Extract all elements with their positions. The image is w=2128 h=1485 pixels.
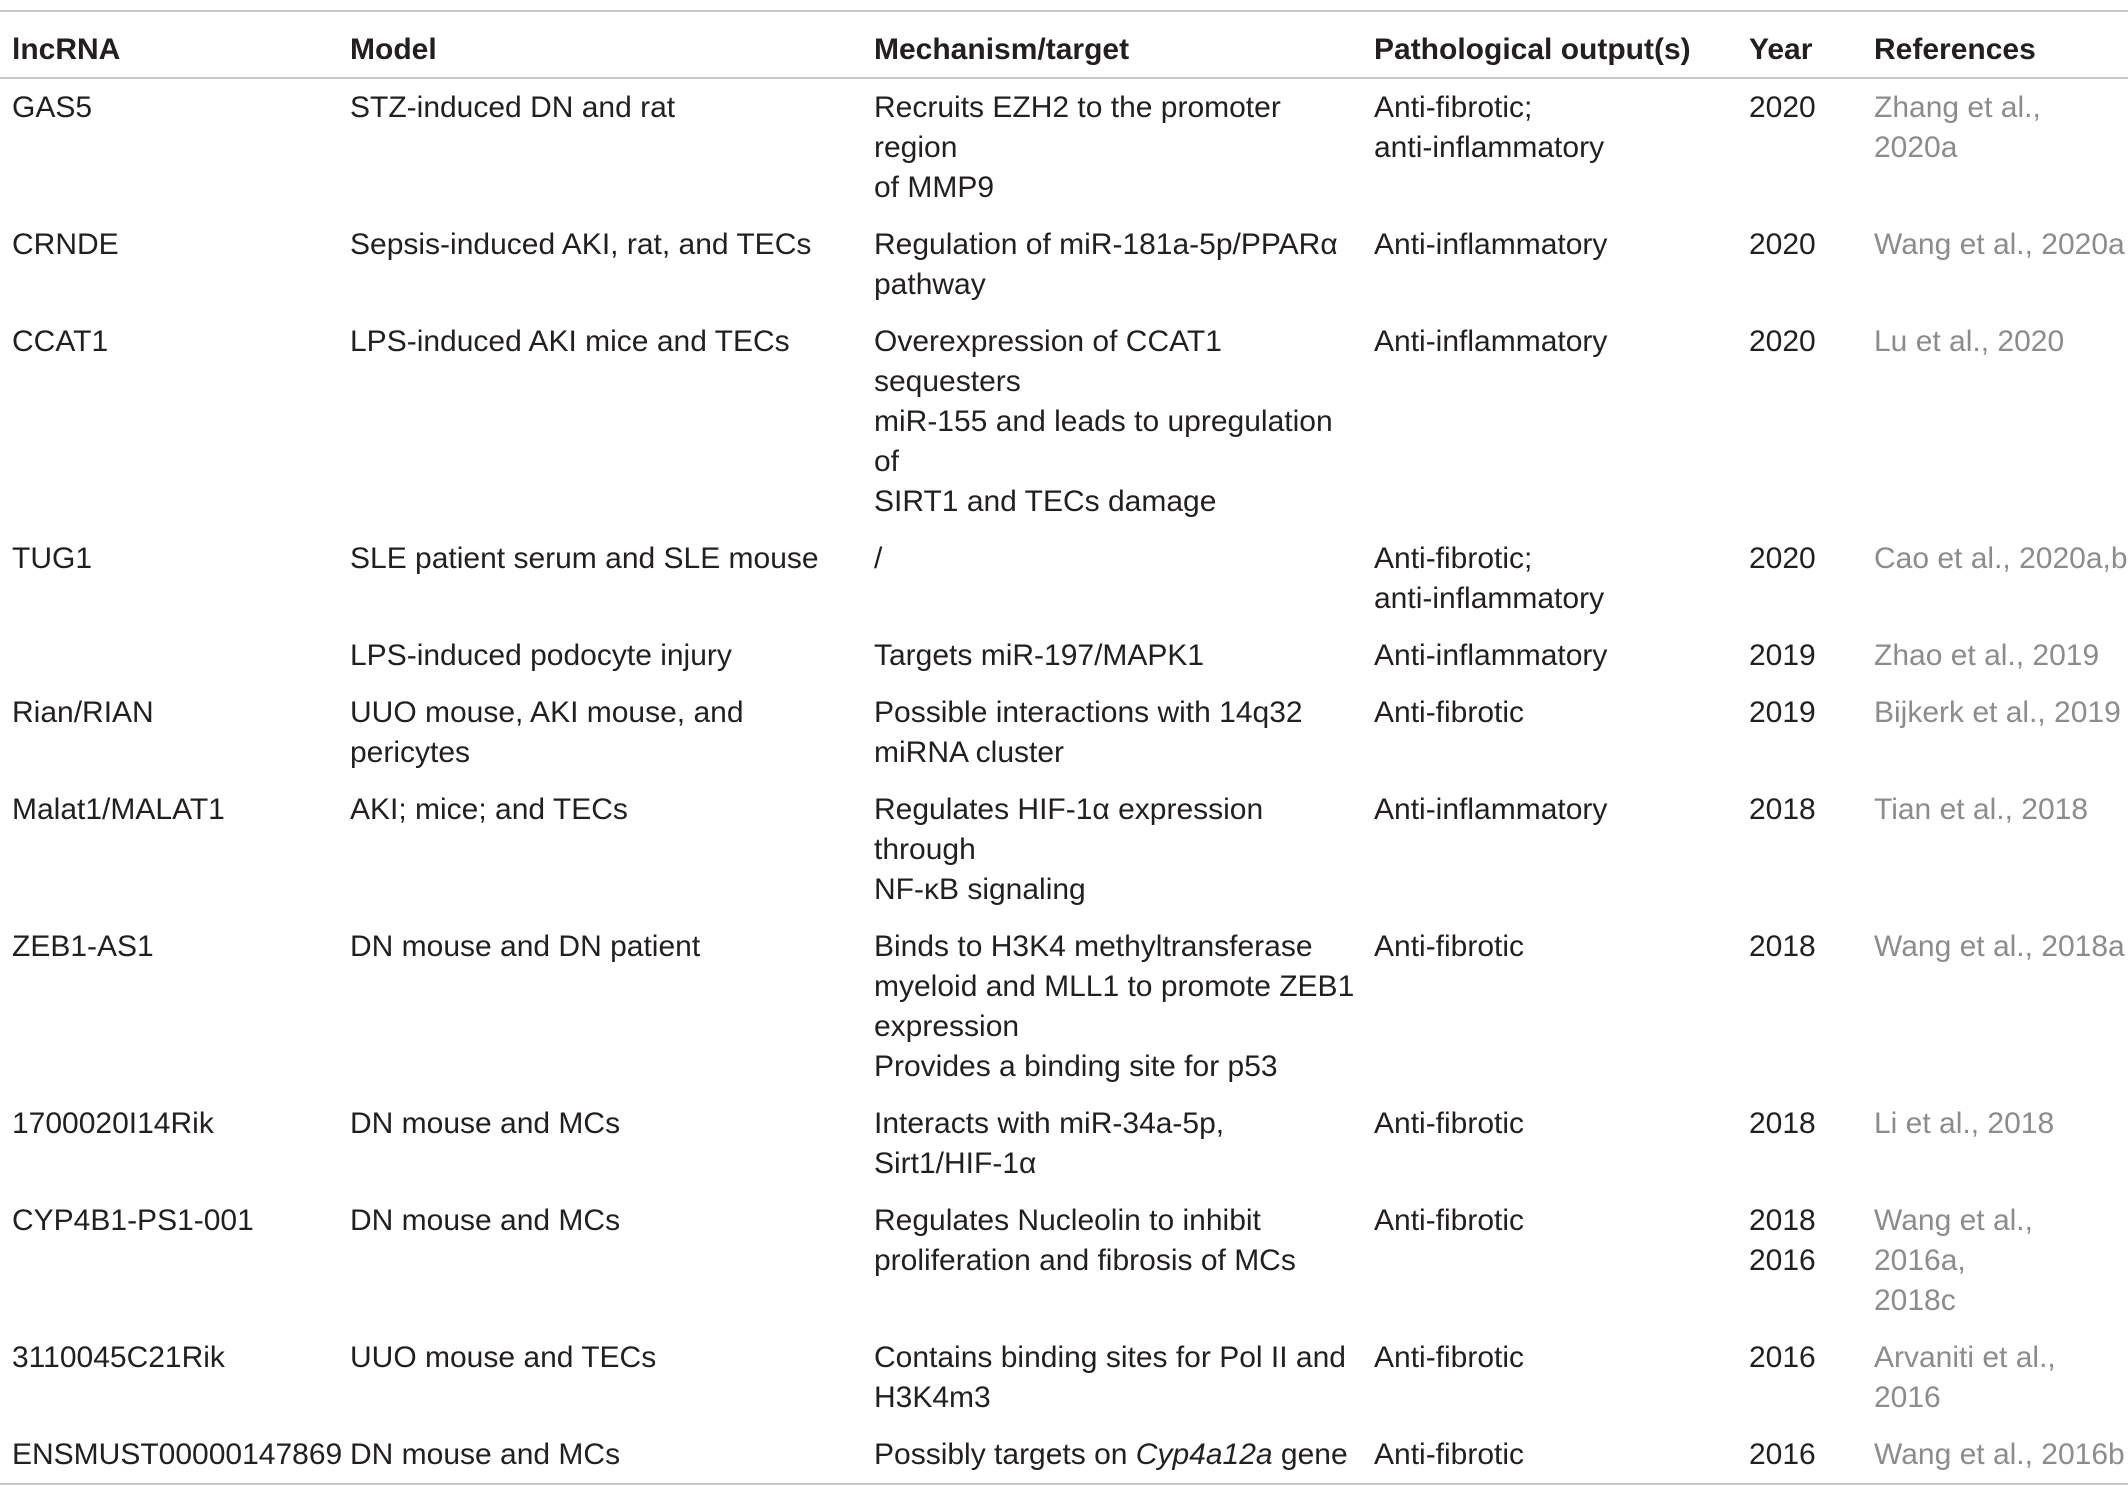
cell-mechanism xyxy=(862,684,1362,781)
table-row xyxy=(0,918,2128,1095)
cell-reference-line: Zhang et al., 2020a xyxy=(1874,91,2041,164)
cell-reference xyxy=(1862,530,2128,627)
cell-year-line: 2016 xyxy=(1749,1244,1816,1277)
cell-year xyxy=(1737,781,1862,918)
cell-year xyxy=(1737,1192,1862,1329)
cell-mechanism-line: Targets miR-197/MAPK1 xyxy=(874,639,1205,672)
cell-mechanism-line: Contains binding sites for Pol II and xyxy=(874,1341,1346,1374)
header-lncrna: lncRNA xyxy=(12,33,121,66)
cell-reference-line: Lu et al., 2020 xyxy=(1874,325,2065,358)
cell-reference-line: Zhao et al., 2019 xyxy=(1874,639,2100,672)
cell-year xyxy=(1737,216,1862,313)
cell-output xyxy=(1362,684,1737,781)
table-body xyxy=(0,78,2128,1484)
cell-mechanism-line: / xyxy=(874,542,883,575)
cell-lncrna: ENSMUST00000147869 xyxy=(12,1438,343,1471)
cell-mechanism-line: Binds to H3K4 methyltransferase xyxy=(874,930,1313,963)
cell-reference-line: Arvaniti et al., 2016 xyxy=(1874,1341,2056,1414)
cell-mechanism-line: miR-155 and leads to upregulation of xyxy=(874,405,1333,478)
cell-reference xyxy=(1862,216,2128,313)
cell-reference-line: Wang et al., 2018a xyxy=(1874,930,2125,963)
cell-year-line: 2016 xyxy=(1749,1438,1816,1471)
cell-model: DN mouse and MCs xyxy=(350,1107,621,1140)
cell-mechanism xyxy=(862,313,1362,530)
cell-model: DN mouse and DN patient xyxy=(350,930,701,963)
cell-model: STZ-induced DN and rat xyxy=(350,91,676,124)
cell-year-line: 2020 xyxy=(1749,91,1816,124)
cell-reference xyxy=(1862,627,2128,684)
cell-mechanism-line: Sirt1/HIF-1α xyxy=(874,1147,1037,1180)
cell-mechanism-line: of MMP9 xyxy=(874,171,995,204)
cell-reference xyxy=(1862,918,2128,1095)
cell-output xyxy=(1362,530,1737,627)
table-header-row xyxy=(0,11,2128,78)
table-row xyxy=(0,78,2128,216)
cell-reference xyxy=(1862,1095,2128,1192)
table-row xyxy=(0,1192,2128,1329)
lncrna-table xyxy=(0,10,2128,1485)
cell-output-line: anti-inflammatory xyxy=(1374,582,1605,615)
cell-year xyxy=(1737,918,1862,1095)
cell-reference xyxy=(1862,684,2128,781)
cell-model: UUO mouse and TECs xyxy=(350,1341,657,1374)
cell-year-line: 2018 xyxy=(1749,793,1816,826)
cell-mechanism xyxy=(862,216,1362,313)
cell-reference xyxy=(1862,1192,2128,1329)
cell-mechanism-line: SIRT1 and TECs damage xyxy=(874,485,1217,518)
cell-output xyxy=(1362,781,1737,918)
cell-output-line: Anti-inflammatory xyxy=(1374,793,1608,826)
cell-mechanism-line: Recruits EZH2 to the promoter region xyxy=(874,91,1281,164)
cell-output-line: Anti-fibrotic; xyxy=(1374,91,1533,124)
cell-output xyxy=(1362,1426,1737,1484)
table-row xyxy=(0,1095,2128,1192)
cell-mechanism-line: Regulates HIF-1α expression through xyxy=(874,793,1264,866)
table-row xyxy=(0,781,2128,918)
cell-output-line: Anti-inflammatory xyxy=(1374,228,1608,261)
cell-mechanism-line: expression xyxy=(874,1010,1020,1043)
header-mechanism: Mechanism/target xyxy=(874,33,1130,66)
cell-lncrna: Malat1/MALAT1 xyxy=(12,793,225,826)
cell-reference-line: Wang et al., 2016a, xyxy=(1874,1204,2033,1277)
cell-output-line: Anti-fibrotic xyxy=(1374,1341,1525,1374)
cell-mechanism xyxy=(862,781,1362,918)
table-row xyxy=(0,313,2128,530)
cell-mechanism xyxy=(862,1095,1362,1192)
cell-output xyxy=(1362,1192,1737,1329)
cell-year-line: 2020 xyxy=(1749,325,1816,358)
cell-lncrna: CCAT1 xyxy=(12,325,109,358)
header-output: Pathological output(s) xyxy=(1374,33,1691,66)
cell-mechanism xyxy=(862,1192,1362,1329)
cell-model: Sepsis-induced AKI, rat, and TECs xyxy=(350,228,812,261)
cell-reference xyxy=(1862,781,2128,918)
table-row xyxy=(0,1329,2128,1426)
cell-output-line: Anti-fibrotic xyxy=(1374,1438,1525,1471)
table-row xyxy=(0,216,2128,313)
cell-reference xyxy=(1862,1329,2128,1426)
cell-output xyxy=(1362,627,1737,684)
cell-reference-line: Wang et al., 2020a xyxy=(1874,228,2125,261)
cell-mechanism xyxy=(862,78,1362,216)
cell-reference xyxy=(1862,1426,2128,1484)
cell-output-line: Anti-fibrotic xyxy=(1374,696,1525,729)
cell-reference-line: Cao et al., 2020a,b xyxy=(1874,542,2128,575)
table-row xyxy=(0,684,2128,781)
cell-year-line: 2019 xyxy=(1749,639,1816,672)
cell-model: DN mouse and MCs xyxy=(350,1438,621,1471)
cell-reference xyxy=(1862,78,2128,216)
cell-lncrna: ZEB1-AS1 xyxy=(12,930,154,963)
cell-year-line: 2018 xyxy=(1749,1204,1816,1237)
cell-lncrna: Rian/RIAN xyxy=(12,696,154,729)
cell-year-line: 2018 xyxy=(1749,1107,1816,1140)
cell-mechanism-line: Possible interactions with 14q32 xyxy=(874,696,1303,729)
cell-output xyxy=(1362,1095,1737,1192)
cell-mechanism-line: Overexpression of CCAT1 sequesters xyxy=(874,325,1222,398)
cell-output-line: Anti-fibrotic; xyxy=(1374,542,1533,575)
cell-year xyxy=(1737,627,1862,684)
cell-mechanism-line: pathway xyxy=(874,268,986,301)
cell-model: LPS-induced podocyte injury xyxy=(350,639,732,672)
cell-lncrna: TUG1 xyxy=(12,542,93,575)
cell-model: DN mouse and MCs xyxy=(350,1204,621,1237)
cell-lncrna: CYP4B1-PS1-001 xyxy=(12,1204,254,1237)
cell-output xyxy=(1362,918,1737,1095)
cell-output-line: Anti-fibrotic xyxy=(1374,930,1525,963)
cell-reference-line: Tian et al., 2018 xyxy=(1874,793,2089,826)
mechanism-text: gene xyxy=(1272,1438,1348,1471)
cell-model: LPS-induced AKI mice and TECs xyxy=(350,325,790,358)
header-model: Model xyxy=(350,33,437,66)
cell-mechanism xyxy=(862,1426,1362,1484)
cell-year xyxy=(1737,1329,1862,1426)
cell-mechanism-line: NF-κB signaling xyxy=(874,873,1086,906)
cell-model: SLE patient serum and SLE mouse xyxy=(350,542,819,575)
cell-output-line: Anti-inflammatory xyxy=(1374,639,1608,672)
cell-year xyxy=(1737,313,1862,530)
cell-output xyxy=(1362,313,1737,530)
cell-year xyxy=(1737,1426,1862,1484)
table-row xyxy=(0,530,2128,627)
cell-output xyxy=(1362,78,1737,216)
cell-year xyxy=(1737,78,1862,216)
cell-year-line: 2020 xyxy=(1749,228,1816,261)
cell-output-line: anti-inflammatory xyxy=(1374,131,1605,164)
cell-year xyxy=(1737,684,1862,781)
cell-mechanism-line: Regulation of miR-181a-5p/PPARα xyxy=(874,228,1338,261)
cell-output-line: Anti-fibrotic xyxy=(1374,1107,1525,1140)
cell-mechanism xyxy=(862,530,1362,627)
cell-reference-line: Bijkerk et al., 2019 xyxy=(1874,696,2121,729)
cell-lncrna: CRNDE xyxy=(12,228,119,261)
header-references: References xyxy=(1874,33,2036,66)
cell-reference-line: Li et al., 2018 xyxy=(1874,1107,2055,1140)
header-year: Year xyxy=(1749,33,1813,66)
cell-mechanism xyxy=(862,918,1362,1095)
table-row xyxy=(0,627,2128,684)
cell-output-line: Anti-fibrotic xyxy=(1374,1204,1525,1237)
cell-year-line: 2018 xyxy=(1749,930,1816,963)
gene-name: Cyp4a12a xyxy=(1135,1438,1273,1471)
cell-year-line: 2019 xyxy=(1749,696,1816,729)
cell-model: AKI; mice; and TECs xyxy=(350,793,628,826)
mechanism-text: Possibly targets on xyxy=(874,1438,1136,1471)
cell-mechanism-line: miRNA cluster xyxy=(874,736,1065,769)
cell-lncrna: 3110045C21Rik xyxy=(12,1341,225,1374)
cell-mechanism-line: myeloid and MLL1 to promote ZEB1 xyxy=(874,970,1355,1003)
cell-year xyxy=(1737,530,1862,627)
cell-year xyxy=(1737,1095,1862,1192)
cell-lncrna: 1700020I14Rik xyxy=(12,1107,214,1140)
cell-mechanism-line: Provides a binding site for p53 xyxy=(874,1050,1278,1083)
cell-reference-line: 2018c xyxy=(1874,1284,1956,1317)
cell-year-line: 2016 xyxy=(1749,1341,1816,1374)
cell-lncrna xyxy=(0,627,338,684)
cell-reference-line: Wang et al., 2016b xyxy=(1874,1438,2125,1471)
table-row xyxy=(0,1426,2128,1484)
lncrna-table-container xyxy=(0,10,2128,1485)
cell-year-line: 2020 xyxy=(1749,542,1816,575)
cell-mechanism-line: Interacts with miR-34a-5p, xyxy=(874,1107,1225,1140)
cell-mechanism-line: Regulates Nucleolin to inhibit xyxy=(874,1204,1261,1237)
cell-mechanism xyxy=(862,1329,1362,1426)
cell-model: UUO mouse, AKI mouse, and pericytes xyxy=(350,696,744,769)
cell-lncrna: GAS5 xyxy=(12,91,93,124)
cell-output xyxy=(1362,1329,1737,1426)
cell-reference xyxy=(1862,313,2128,530)
cell-mechanism-line: proliferation and fibrosis of MCs xyxy=(874,1244,1296,1277)
cell-mechanism-line: H3K4m3 xyxy=(874,1381,991,1414)
cell-mechanism xyxy=(862,627,1362,684)
cell-output-line: Anti-inflammatory xyxy=(1374,325,1608,358)
cell-output xyxy=(1362,216,1737,313)
